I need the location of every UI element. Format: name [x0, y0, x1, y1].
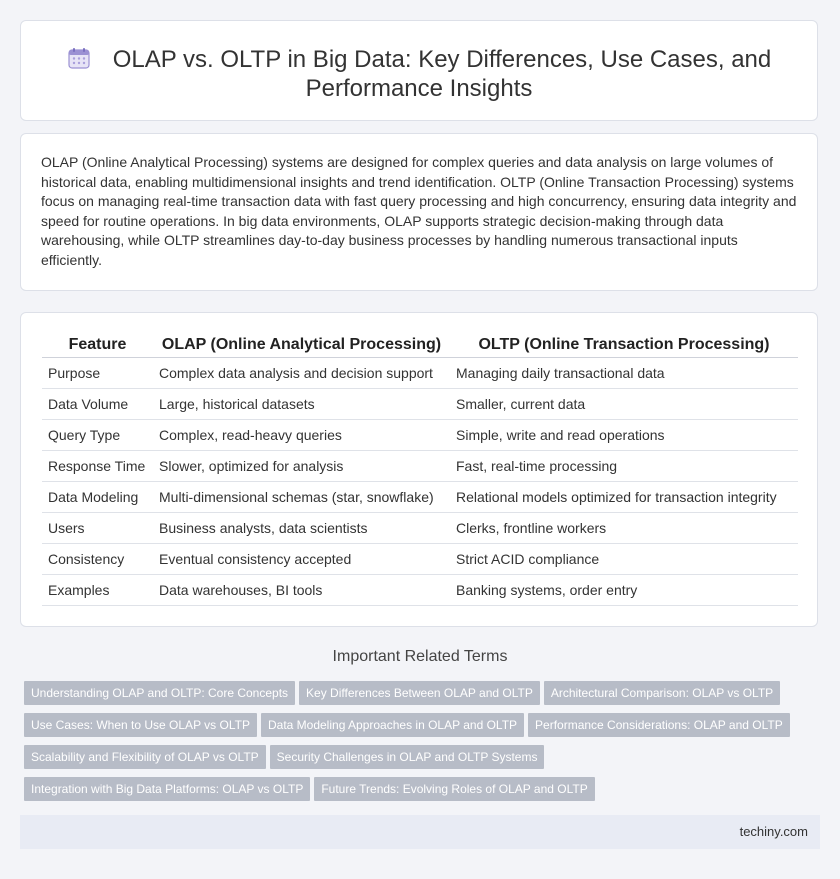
related-term-tag[interactable]: Performance Considerations: OLAP and OLTP [528, 713, 790, 737]
table-row [42, 482, 798, 513]
table-cell: Multi-dimensional schemas (star, snowflake) [153, 482, 450, 513]
table-row [42, 420, 798, 451]
table-cell: Complex, read-heavy queries [153, 420, 450, 451]
related-terms-list [24, 681, 824, 809]
table-cell: Data warehouses, BI tools [153, 575, 450, 606]
related-term-tag[interactable]: Understanding OLAP and OLTP: Core Concepts [24, 681, 295, 705]
table-cell: Data Modeling [42, 482, 153, 513]
table-cell: Slower, optimized for analysis [153, 451, 450, 482]
table-cell: Data Volume [42, 389, 153, 420]
related-term-tag[interactable]: Use Cases: When to Use OLAP vs OLTP [24, 713, 257, 737]
table-row [42, 513, 798, 544]
table-cell: Business analysts, data scientists [153, 513, 450, 544]
table-header-row [42, 333, 798, 358]
intro-card [20, 133, 818, 291]
table-cell: Complex data analysis and decision support [153, 358, 450, 389]
table-row [42, 575, 798, 606]
table-cell: Examples [42, 575, 153, 606]
header-olap: OLAP (Online Analytical Processing) [153, 333, 450, 358]
related-term-tag[interactable]: Future Trends: Evolving Roles of OLAP and OLTP [314, 777, 594, 801]
title-card [20, 20, 818, 121]
table-cell: Simple, write and read operations [450, 420, 798, 451]
table-cell: Query Type [42, 420, 153, 451]
table-cell: Purpose [42, 358, 153, 389]
comparison-table [42, 333, 798, 606]
table-row [42, 389, 798, 420]
header-feature: Feature [42, 333, 153, 358]
table-row [42, 451, 798, 482]
table-card [20, 312, 818, 627]
footer [20, 815, 820, 849]
related-term-tag[interactable]: Scalability and Flexibility of OLAP vs OLTP [24, 745, 266, 769]
footer-brand[interactable]: techiny.com [739, 824, 808, 839]
table-cell: Clerks, frontline workers [450, 513, 798, 544]
related-term-tag[interactable]: Data Modeling Approaches in OLAP and OLTP [261, 713, 524, 737]
related-term-tag[interactable]: Security Challenges in OLAP and OLTP Systems [270, 745, 545, 769]
table-cell: Eventual consistency accepted [153, 544, 450, 575]
table-cell: Large, historical datasets [153, 389, 450, 420]
intro-paragraph: OLAP (Online Analytical Processing) systems are designed for complex queries and data analysis on large volumes of historical data, enabling multidimensional insights and trend identification. OLTP (Online Transaction Processing) systems focus on managing real-time transaction data with fast query processing and high concurrency, ensuring data integrity and speed for routine operations. In big data environments, OLAP supports strategic decision-making through data warehousing, while OLTP streamlines day-to-day business processes by handling numerous transactional inputs efficiently. [41, 154, 797, 268]
table-cell: Fast, real-time processing [450, 451, 798, 482]
table-cell: Strict ACID compliance [450, 544, 798, 575]
table-cell: Smaller, current data [450, 389, 798, 420]
table-cell: Users [42, 513, 153, 544]
page-title: OLAP vs. OLTP in Big Data: Key Differences, Use Cases, and Performance Insights [112, 46, 772, 102]
page-title-wrap [21, 45, 817, 103]
table-cell: Response Time [42, 451, 153, 482]
related-term-tag[interactable]: Key Differences Between OLAP and OLTP [299, 681, 540, 705]
table-cell: Banking systems, order entry [450, 575, 798, 606]
related-term-tag[interactable]: Architectural Comparison: OLAP vs OLTP [544, 681, 780, 705]
table-row [42, 358, 798, 389]
related-terms-heading: Important Related Terms [332, 648, 508, 665]
table-row [42, 544, 798, 575]
header-oltp: OLTP (Online Transaction Processing) [450, 333, 798, 358]
related-term-tag[interactable]: Integration with Big Data Platforms: OLAP vs OLTP [24, 777, 310, 801]
calendar-icon [67, 46, 91, 70]
table-cell: Relational models optimized for transaction integrity [450, 482, 798, 513]
table-cell: Consistency [42, 544, 153, 575]
table-cell: Managing daily transactional data [450, 358, 798, 389]
